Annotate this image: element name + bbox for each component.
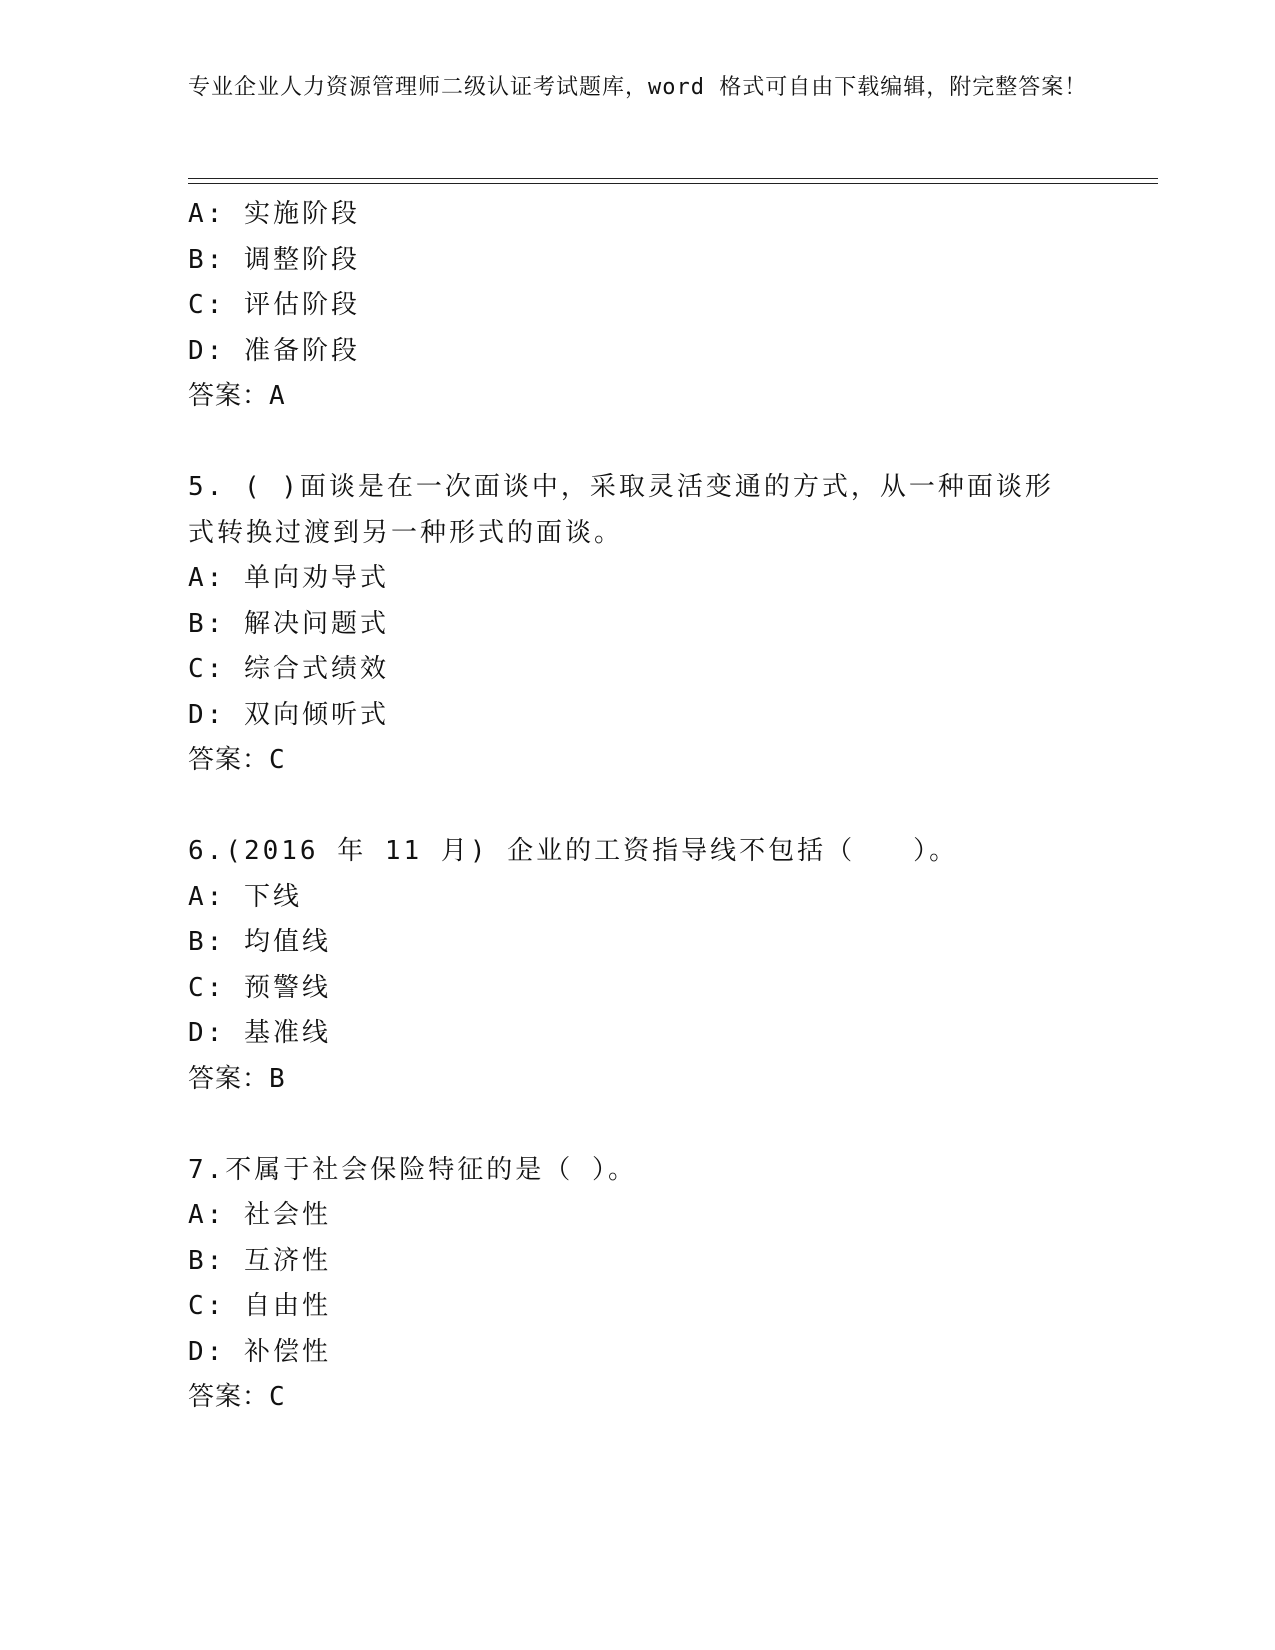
option-d: D: 准备阶段: [188, 335, 360, 366]
option-a: A: 实施阶段: [188, 199, 360, 229]
option-b: B: 调整阶段: [188, 244, 360, 275]
question-block-4: [188, 192, 1088, 420]
option-b: B: 互济性: [188, 1245, 331, 1276]
header-divider-bottom: [188, 183, 1158, 184]
option-a: A: 下线: [188, 881, 302, 912]
answer-line: 答案：A: [188, 381, 286, 411]
option-b: B: 均值线: [188, 927, 331, 957]
question-list: [188, 192, 1088, 1421]
option-d: D: 基准线: [188, 1018, 331, 1048]
option-d: D: 补偿性: [188, 1336, 331, 1367]
option-d: D: 双向倾听式: [188, 699, 389, 730]
document-header: 专业企业人力资源管理师二级认证考试题库，word 格式可自由下载编辑，附完整答案！: [188, 75, 1088, 100]
option-b: B: 解决问题式: [188, 608, 389, 639]
answer-line: 答案：C: [188, 1382, 286, 1412]
answer-line: 答案：C: [188, 745, 286, 775]
option-a: A: 社会性: [188, 1200, 331, 1230]
answer-line: 答案：B: [188, 1063, 286, 1094]
question-block-5: [188, 465, 1088, 784]
question-text: 5. ( )面谈是在一次面谈中，采取灵活变通的方式，从一种面谈形式转换过渡到另一种形式的面谈。: [188, 472, 1054, 548]
option-a: A: 单向劝导式: [188, 563, 389, 593]
question-block-7: [188, 1148, 1088, 1421]
question-block-6: [188, 829, 1088, 1102]
question-text: 6.(2016 年 11 月) 企业的工资指导线不包括（ ）。: [188, 836, 959, 866]
option-c: C: 自由性: [188, 1291, 331, 1321]
option-c: C: 预警线: [188, 972, 331, 1003]
option-c: C: 评估阶段: [188, 290, 360, 320]
question-text: 7.不属于社会保险特征的是（ ）。: [188, 1154, 637, 1185]
option-c: C: 综合式绩效: [188, 654, 389, 684]
header-divider-top: [188, 178, 1158, 179]
